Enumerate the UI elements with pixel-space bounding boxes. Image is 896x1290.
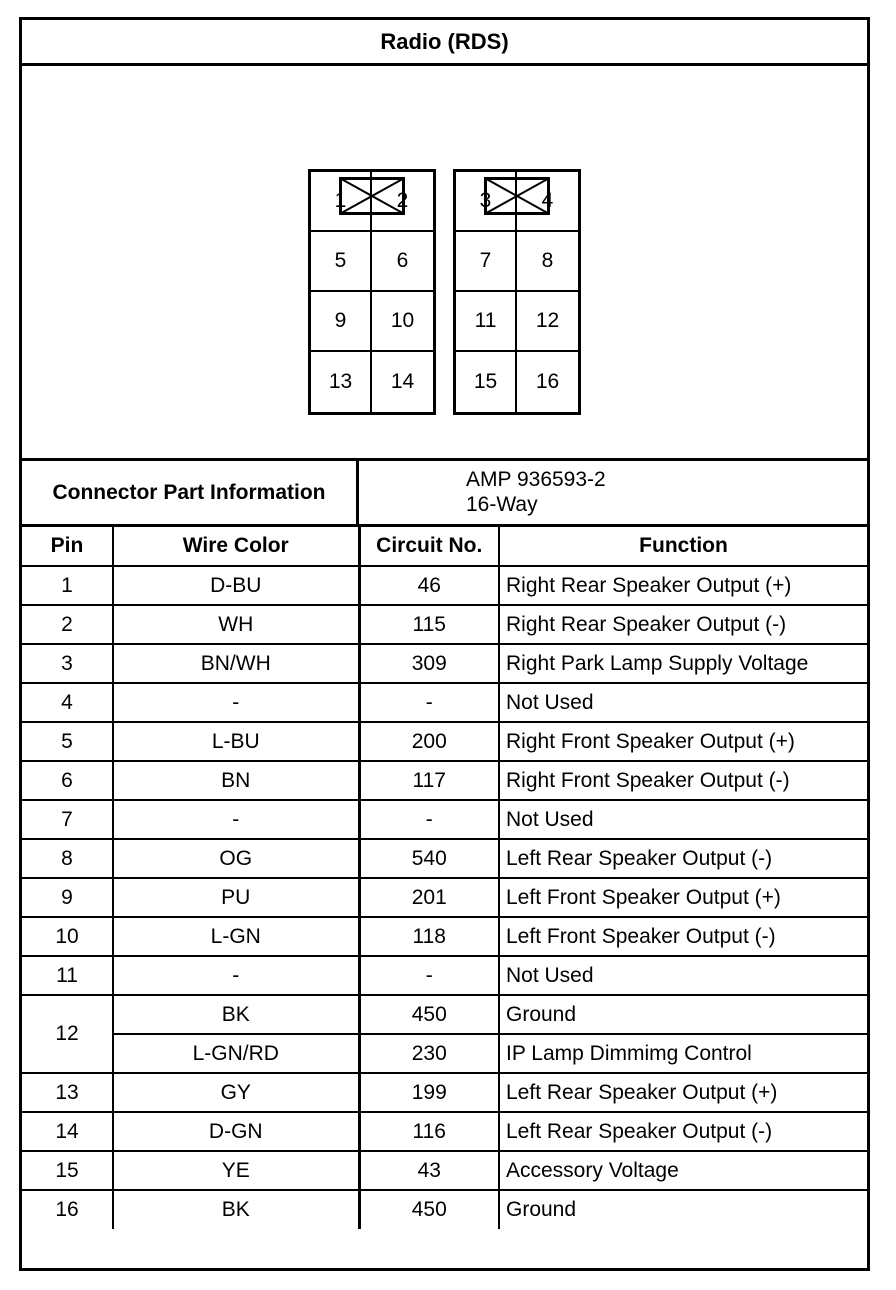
table-row <box>22 1190 867 1229</box>
cell-wire-color: D-BU <box>113 566 359 605</box>
cell-circuit: 115 <box>359 605 499 644</box>
cell-function: Left Rear Speaker Output (-) <box>499 1112 867 1151</box>
table-row <box>22 956 867 995</box>
cell-function: Left Front Speaker Output (-) <box>499 917 867 956</box>
connector-diagram <box>22 66 867 458</box>
cell-function: Left Rear Speaker Output (-) <box>499 839 867 878</box>
part-number: AMP 936593-2 <box>466 468 606 491</box>
cell-pin: 16 <box>22 1190 113 1229</box>
cell-pin: 4 <box>22 683 113 722</box>
connector-pin: 9 <box>311 292 372 352</box>
table-row <box>22 761 867 800</box>
table-row <box>22 800 867 839</box>
cell-wire-color: YE <box>113 1151 359 1190</box>
cell-wire-color: WH <box>113 605 359 644</box>
cell-circuit: 450 <box>359 1190 499 1229</box>
cell-circuit: - <box>359 956 499 995</box>
connector-pin: 8 <box>517 232 578 292</box>
left-connector-block <box>308 169 436 415</box>
cell-pin: 7 <box>22 800 113 839</box>
table-header-row <box>22 527 867 566</box>
cell-function: Ground <box>499 995 867 1034</box>
cell-circuit: 201 <box>359 878 499 917</box>
cell-wire-color: PU <box>113 878 359 917</box>
cell-circuit: 117 <box>359 761 499 800</box>
connector-pin: 15 <box>456 352 517 412</box>
cell-pin: 15 <box>22 1151 113 1190</box>
cell-function: Right Park Lamp Supply Voltage <box>499 644 867 683</box>
connector-pin: 3 <box>456 172 517 232</box>
table-row <box>22 1151 867 1190</box>
cell-function: Ground <box>499 1190 867 1229</box>
cell-function: Not Used <box>499 800 867 839</box>
pinout-table <box>22 527 867 1229</box>
table-row <box>22 995 867 1034</box>
cell-function: Right Rear Speaker Output (+) <box>499 566 867 605</box>
connector-pin: 16 <box>535 370 560 393</box>
header-function: Function <box>499 527 867 566</box>
cell-wire-color: D-GN <box>113 1112 359 1151</box>
connector-pin: 10 <box>372 292 433 352</box>
table-row <box>22 566 867 605</box>
cell-pin: 11 <box>22 956 113 995</box>
part-info-label: Connector Part Information <box>22 461 359 524</box>
cell-function: Left Rear Speaker Output (+) <box>499 1073 867 1112</box>
table-row <box>22 1073 867 1112</box>
connector-pin: 5 <box>311 232 372 292</box>
connector-part-info <box>22 458 867 527</box>
cell-circuit: 200 <box>359 722 499 761</box>
cell-circuit: 43 <box>359 1151 499 1190</box>
cell-pin: 1 <box>22 566 113 605</box>
cell-function: IP Lamp Dimmimg Control <box>499 1034 867 1073</box>
header-pin: Pin <box>22 527 113 566</box>
header-wire-color: Wire Color <box>113 527 359 566</box>
cell-circuit: 199 <box>359 1073 499 1112</box>
connector-pin: 4 <box>517 172 578 232</box>
cell-pin: 12 <box>22 995 113 1073</box>
cell-function: Left Front Speaker Output (+) <box>499 878 867 917</box>
cell-pin: 14 <box>22 1112 113 1151</box>
cell-wire-color: BN <box>113 761 359 800</box>
connector-pin: 6 <box>372 232 433 292</box>
cell-function: Right Front Speaker Output (-) <box>499 761 867 800</box>
table-row <box>22 644 867 683</box>
table-row <box>22 917 867 956</box>
sheet-title: Radio (RDS) <box>22 20 867 66</box>
connector-sheet <box>19 17 870 1271</box>
cell-circuit: 118 <box>359 917 499 956</box>
table-row <box>22 605 867 644</box>
cell-wire-color: - <box>113 800 359 839</box>
connector-pin: 12 <box>517 292 578 352</box>
cell-function: Accessory Voltage <box>499 1151 867 1190</box>
cell-wire-color: L-GN <box>113 917 359 956</box>
cell-wire-color: BK <box>113 995 359 1034</box>
cell-pin: 2 <box>22 605 113 644</box>
cell-pin: 13 <box>22 1073 113 1112</box>
part-info-value <box>466 467 606 517</box>
connector-pin: 14 <box>390 370 415 393</box>
connector-pin: 1 <box>311 172 372 232</box>
cell-pin: 5 <box>22 722 113 761</box>
cell-pin: 9 <box>22 878 113 917</box>
cell-wire-color: BN/WH <box>113 644 359 683</box>
cell-wire-color: L-GN/RD <box>113 1034 359 1073</box>
cell-function: Not Used <box>499 956 867 995</box>
cell-circuit: 230 <box>359 1034 499 1073</box>
cell-wire-color: OG <box>113 839 359 878</box>
connector-pin: 7 <box>456 232 517 292</box>
connector-pin: 2 <box>372 172 433 232</box>
part-ways: 16-Way <box>466 493 538 516</box>
cell-circuit: - <box>359 800 499 839</box>
table-row <box>22 683 867 722</box>
cell-wire-color: BK <box>113 1190 359 1229</box>
cell-pin: 3 <box>22 644 113 683</box>
cell-circuit: 540 <box>359 839 499 878</box>
cell-circuit: 450 <box>359 995 499 1034</box>
table-row <box>22 1112 867 1151</box>
cell-circuit: 116 <box>359 1112 499 1151</box>
table-row <box>22 1034 867 1073</box>
table-row <box>22 722 867 761</box>
cell-function: Not Used <box>499 683 867 722</box>
cell-circuit: - <box>359 683 499 722</box>
cell-function: Right Rear Speaker Output (-) <box>499 605 867 644</box>
cell-pin: 6 <box>22 761 113 800</box>
right-connector-block <box>453 169 581 415</box>
cell-wire-color: L-BU <box>113 722 359 761</box>
header-circuit-no: Circuit No. <box>359 527 499 566</box>
cell-circuit: 46 <box>359 566 499 605</box>
connector-pin: 11 <box>456 292 517 352</box>
cell-wire-color: - <box>113 683 359 722</box>
cell-wire-color: GY <box>113 1073 359 1112</box>
cell-circuit: 309 <box>359 644 499 683</box>
table-row <box>22 839 867 878</box>
table-row <box>22 878 867 917</box>
cell-pin: 10 <box>22 917 113 956</box>
cell-wire-color: - <box>113 956 359 995</box>
connector-pin: 13 <box>311 352 372 412</box>
cell-function: Right Front Speaker Output (+) <box>499 722 867 761</box>
cell-pin: 8 <box>22 839 113 878</box>
